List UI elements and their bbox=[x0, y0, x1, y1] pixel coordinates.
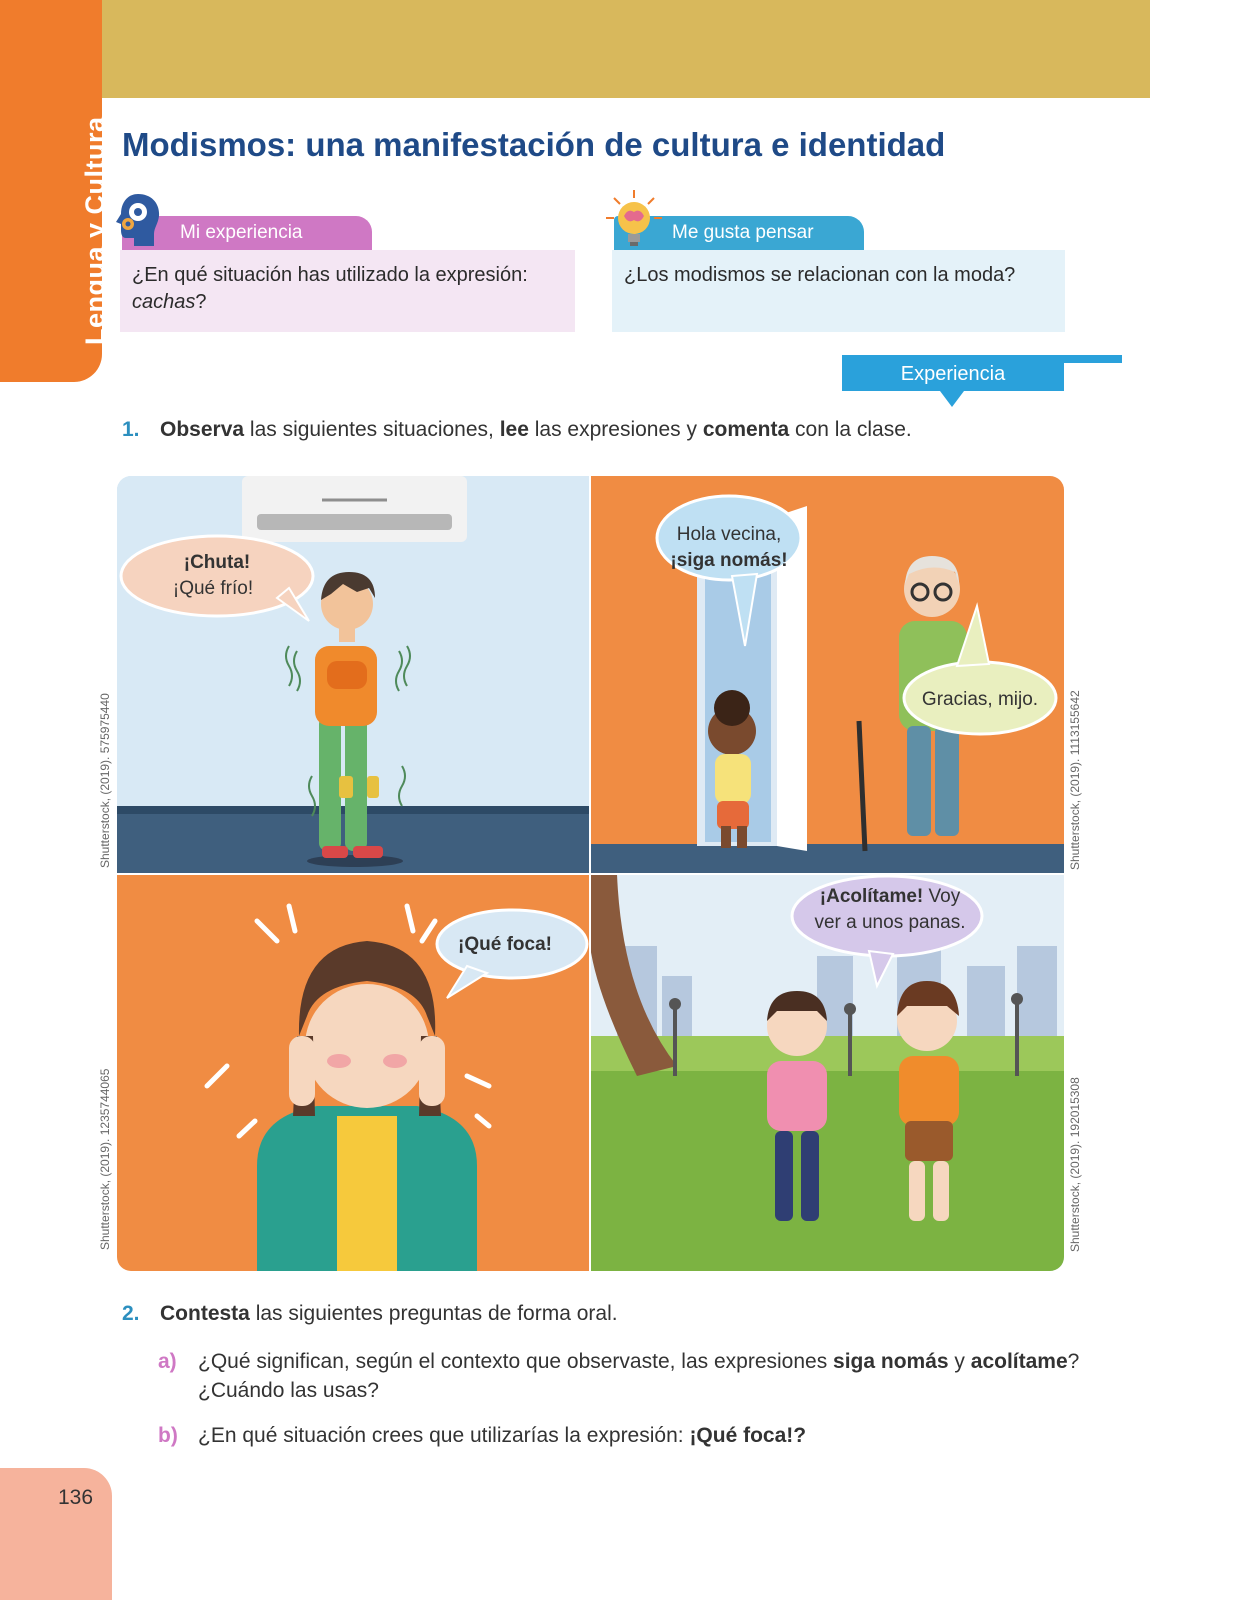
q1-text-1: las siguientes situaciones, bbox=[244, 418, 500, 441]
question-2-number: 2. bbox=[122, 1302, 140, 1325]
q1-text-3: con la clase. bbox=[789, 418, 912, 441]
page-title: Modismos: una manifestación de cultura e identidad bbox=[122, 126, 946, 163]
question-1 bbox=[122, 418, 912, 442]
mi-experiencia-text: ¿En qué situación has utilizado la expresión: bbox=[132, 264, 528, 286]
me-gusta-pensar-tab: Me gusta pensar bbox=[614, 216, 864, 250]
panel-door bbox=[590, 476, 1064, 874]
q2-verb-contesta: Contesta bbox=[160, 1302, 250, 1325]
q2a-text-3: ? bbox=[1067, 1350, 1080, 1373]
section-side-tab-label: Lengua y Cultura bbox=[80, 116, 110, 345]
mi-experiencia-italic: cachas bbox=[132, 291, 196, 313]
experiencia-stripe bbox=[1060, 355, 1122, 363]
q2a-text-2: y bbox=[948, 1350, 971, 1373]
q1-verb-comenta: comenta bbox=[702, 418, 790, 441]
question-2a-letter: a) bbox=[158, 1350, 177, 1373]
page-number: 136 bbox=[58, 1486, 94, 1509]
q2a-text-1: ¿Qué significan, según el contexto que observaste, las expresiones bbox=[198, 1350, 834, 1373]
page-number-tab bbox=[0, 1468, 112, 1600]
bubble-gracias: Gracias, mijo. bbox=[921, 689, 1039, 710]
bubble-foca: ¡Qué foca! bbox=[458, 934, 552, 955]
q1-verb-lee: lee bbox=[499, 418, 529, 441]
me-gusta-pensar-text: ¿Los modismos se relacionan con la moda? bbox=[624, 264, 1016, 286]
question-2b bbox=[158, 1422, 806, 1450]
photo-credit-3: Shutterstock, (2019). 1235744065 bbox=[98, 1068, 112, 1250]
bubble-chuta-rest: ¡Qué frío! bbox=[172, 578, 254, 599]
question-2a-line2: ¿Cuándo las usas? bbox=[198, 1379, 379, 1402]
panel-park bbox=[590, 874, 1064, 1271]
mi-experiencia-end: ? bbox=[195, 291, 207, 313]
bubble-vecina-line1: Hola vecina, bbox=[676, 524, 782, 545]
question-1-number: 1. bbox=[122, 418, 140, 441]
bubble-acolitame-line2: ver a unos panas. bbox=[814, 912, 966, 933]
header-color-band bbox=[0, 0, 1150, 98]
head-gears-icon bbox=[112, 190, 164, 248]
q2b-text-1: ¿En qué situación crees que utilizarías la expresión: bbox=[198, 1424, 690, 1447]
air-conditioner bbox=[242, 476, 467, 542]
question-2b-letter: b) bbox=[158, 1424, 178, 1447]
bubble-acolitame-line1 bbox=[820, 886, 961, 907]
lightbulb-brain-icon bbox=[604, 188, 664, 250]
me-gusta-pensar-box bbox=[612, 250, 1065, 332]
q2-text: las siguientes preguntas de forma oral. bbox=[249, 1302, 618, 1325]
q2b-bold-1: ¡Qué foca!? bbox=[689, 1424, 807, 1447]
question-2 bbox=[122, 1302, 618, 1326]
mi-experiencia-box bbox=[120, 250, 575, 332]
mi-experiencia-tab: Mi experiencia bbox=[122, 216, 372, 250]
panel-cold-boy bbox=[117, 476, 590, 874]
question-2a bbox=[158, 1348, 1079, 1376]
page-margin bbox=[1150, 0, 1236, 1600]
bubble-acolitame-rest: Voy bbox=[923, 886, 961, 907]
experiencia-label: Experiencia bbox=[900, 363, 1006, 385]
comic-illustration bbox=[117, 476, 1064, 1271]
bubble-chuta-bold: ¡Chuta! bbox=[183, 552, 251, 573]
photo-credit-4: Shutterstock, (2019). 192015308 bbox=[1068, 1077, 1082, 1252]
photo-credit-1: Shutterstock, (2019). 575975440 bbox=[98, 693, 112, 868]
q1-text-2: las expresiones y bbox=[528, 418, 703, 441]
bubble-acolitame-bold: ¡Acolítame! bbox=[819, 886, 924, 907]
q2a-bold-2: acolítame bbox=[970, 1350, 1068, 1373]
panel-girl bbox=[117, 874, 590, 1271]
q1-verb-observa: Observa bbox=[160, 418, 245, 441]
photo-credit-2: Shutterstock, (2019). 1113155642 bbox=[1068, 690, 1082, 870]
bubble-vecina-bold: ¡siga nomás! bbox=[670, 550, 788, 571]
q2a-bold-1: siga nomás bbox=[833, 1350, 949, 1373]
